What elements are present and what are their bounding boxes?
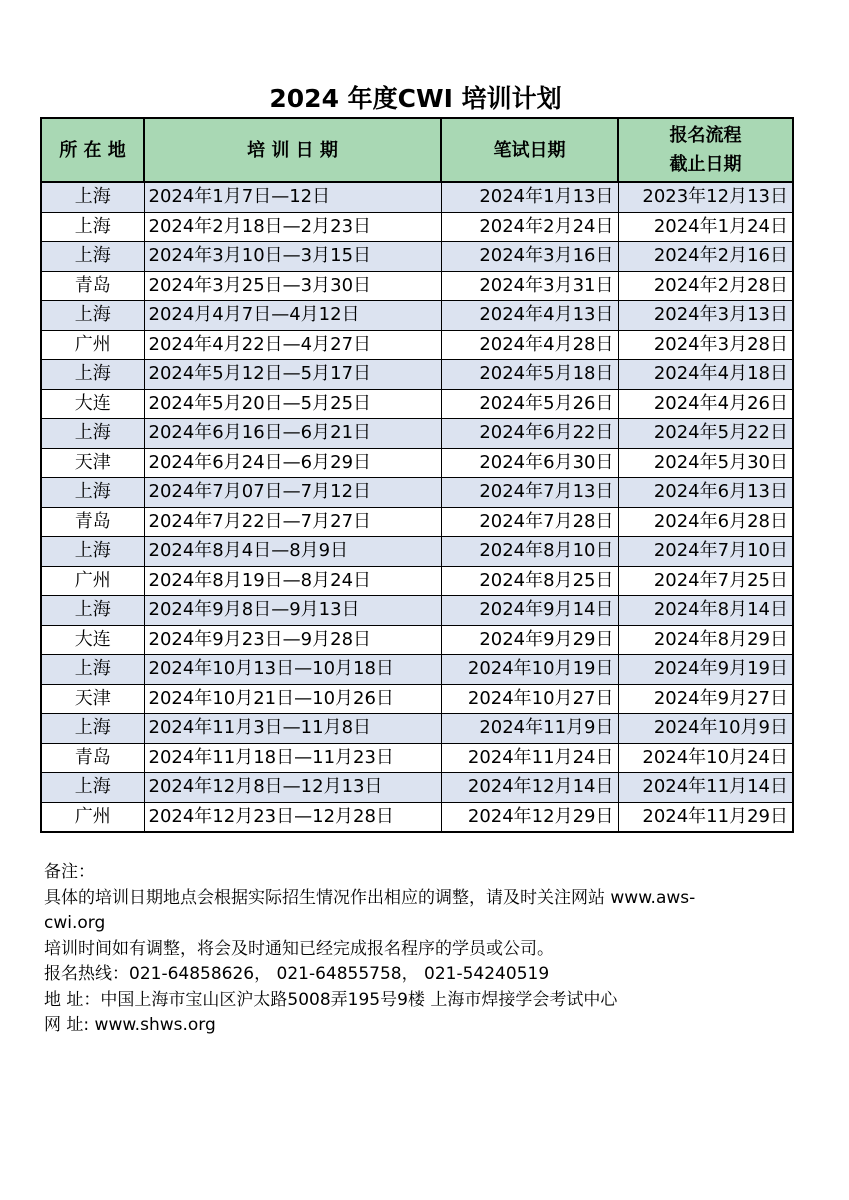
cell-deadline: 2024年7月10日 bbox=[618, 537, 793, 567]
table-row bbox=[41, 271, 793, 301]
cell-exam-date: 2024年11月24日 bbox=[441, 743, 618, 773]
notes-address: 地 址：中国上海市宝山区沪太路5008弄195号9楼 上海市焊接学会考试中心 bbox=[44, 989, 618, 1010]
table-row bbox=[41, 389, 793, 419]
header-exam-date: 笔试日期 bbox=[441, 118, 618, 182]
cell-training-dates: 2024年5月12日—5月17日 bbox=[144, 360, 441, 390]
cell-exam-date: 2024年4月13日 bbox=[441, 301, 618, 331]
cell-training-dates: 2024年10月21日—10月26日 bbox=[144, 684, 441, 714]
cell-deadline: 2024年8月14日 bbox=[618, 596, 793, 626]
header-training-dates: 培 训 日 期 bbox=[144, 118, 441, 182]
cell-training-dates: 2024年9月23日—9月28日 bbox=[144, 625, 441, 655]
cell-location: 上海 bbox=[41, 212, 144, 242]
table-row bbox=[41, 655, 793, 685]
table-row bbox=[41, 330, 793, 360]
cell-location: 上海 bbox=[41, 182, 144, 212]
table-row bbox=[41, 537, 793, 567]
cell-location: 广州 bbox=[41, 802, 144, 832]
cell-deadline: 2024年2月16日 bbox=[618, 242, 793, 272]
cell-exam-date: 2024年6月30日 bbox=[441, 448, 618, 478]
table-row bbox=[41, 419, 793, 449]
cell-location: 青岛 bbox=[41, 507, 144, 537]
cell-deadline: 2023年12月13日 bbox=[618, 182, 793, 212]
cell-location: 广州 bbox=[41, 566, 144, 596]
cell-location: 广州 bbox=[41, 330, 144, 360]
table-row bbox=[41, 507, 793, 537]
cell-training-dates: 2024年6月16日—6月21日 bbox=[144, 419, 441, 449]
cell-training-dates: 2024年11月3日—11月8日 bbox=[144, 714, 441, 744]
cell-location: 青岛 bbox=[41, 271, 144, 301]
cell-location: 上海 bbox=[41, 596, 144, 626]
notes-website: 网 址: www.shws.org bbox=[44, 1015, 216, 1035]
cell-deadline: 2024年9月27日 bbox=[618, 684, 793, 714]
cell-location: 上海 bbox=[41, 419, 144, 449]
cell-training-dates: 2024年12月8日—12月13日 bbox=[144, 773, 441, 803]
table-row bbox=[41, 448, 793, 478]
cell-deadline: 2024年7月25日 bbox=[618, 566, 793, 596]
cell-training-dates: 2024年1月7日—12日 bbox=[144, 182, 441, 212]
cell-deadline: 2024年6月28日 bbox=[618, 507, 793, 537]
cell-exam-date: 2024年8月25日 bbox=[441, 566, 618, 596]
cell-deadline: 2024年5月22日 bbox=[618, 419, 793, 449]
table-row bbox=[41, 773, 793, 803]
table-row bbox=[41, 242, 793, 272]
cell-location: 上海 bbox=[41, 773, 144, 803]
table-row bbox=[41, 478, 793, 508]
cell-location: 上海 bbox=[41, 242, 144, 272]
cell-training-dates: 2024年2月18日—2月23日 bbox=[144, 212, 441, 242]
cell-exam-date: 2024年3月31日 bbox=[441, 271, 618, 301]
table-header-row bbox=[41, 118, 793, 182]
cell-location: 天津 bbox=[41, 684, 144, 714]
table-row bbox=[41, 566, 793, 596]
cell-location: 大连 bbox=[41, 389, 144, 419]
cell-location: 上海 bbox=[41, 301, 144, 331]
cell-exam-date: 2024年1月13日 bbox=[441, 182, 618, 212]
cell-training-dates: 2024年7月22日—7月27日 bbox=[144, 507, 441, 537]
cell-deadline: 2024年2月28日 bbox=[618, 271, 793, 301]
table-row bbox=[41, 743, 793, 773]
notes-notify: 培训时间如有调整，将会及时通知已经完成报名程序的学员或公司。 bbox=[44, 938, 554, 959]
cell-training-dates: 2024年12月23日—12月28日 bbox=[144, 802, 441, 832]
cell-deadline: 2024年5月30日 bbox=[618, 448, 793, 478]
table-row bbox=[41, 182, 793, 212]
table-row bbox=[41, 714, 793, 744]
table-row bbox=[41, 360, 793, 390]
table-row bbox=[41, 212, 793, 242]
cell-deadline: 2024年3月13日 bbox=[618, 301, 793, 331]
cell-location: 上海 bbox=[41, 478, 144, 508]
cell-deadline: 2024年3月28日 bbox=[618, 330, 793, 360]
cell-exam-date: 2024年7月28日 bbox=[441, 507, 618, 537]
header-deadline bbox=[618, 118, 793, 182]
cell-exam-date: 2024年9月14日 bbox=[441, 596, 618, 626]
cell-exam-date: 2024年2月24日 bbox=[441, 212, 618, 242]
cell-location: 上海 bbox=[41, 655, 144, 685]
cell-training-dates: 2024年9月8日—9月13日 bbox=[144, 596, 441, 626]
header-deadline-line1: 报名流程 bbox=[669, 125, 742, 146]
cell-training-dates: 2024月4月7日—4月12日 bbox=[144, 301, 441, 331]
cell-location: 上海 bbox=[41, 714, 144, 744]
cell-deadline: 2024年6月13日 bbox=[618, 478, 793, 508]
notes-heading: 备注： bbox=[44, 862, 95, 882]
training-schedule-table bbox=[40, 117, 794, 833]
cell-exam-date: 2024年3月16日 bbox=[441, 242, 618, 272]
cell-exam-date: 2024年11月9日 bbox=[441, 714, 618, 744]
cell-training-dates: 2024年3月25日—3月30日 bbox=[144, 271, 441, 301]
cell-training-dates: 2024年7月07日—7月12日 bbox=[144, 478, 441, 508]
cell-deadline: 2024年4月26日 bbox=[618, 389, 793, 419]
table-row bbox=[41, 301, 793, 331]
cell-exam-date: 2024年6月22日 bbox=[441, 419, 618, 449]
cell-exam-date: 2024年4月28日 bbox=[441, 330, 618, 360]
notes-adjust-line2: cwi.org bbox=[44, 913, 106, 933]
notes-section bbox=[44, 860, 784, 1039]
cell-deadline: 2024年4月18日 bbox=[618, 360, 793, 390]
cell-deadline: 2024年9月19日 bbox=[618, 655, 793, 685]
cell-training-dates: 2024年5月20日—5月25日 bbox=[144, 389, 441, 419]
cell-exam-date: 2024年10月27日 bbox=[441, 684, 618, 714]
header-location: 所 在 地 bbox=[41, 118, 144, 182]
cell-exam-date: 2024年9月29日 bbox=[441, 625, 618, 655]
table-row bbox=[41, 684, 793, 714]
table-body bbox=[41, 182, 793, 832]
cell-location: 天津 bbox=[41, 448, 144, 478]
table-row bbox=[41, 625, 793, 655]
cell-location: 青岛 bbox=[41, 743, 144, 773]
header-deadline-line2: 截止日期 bbox=[669, 154, 742, 175]
cell-training-dates: 2024年3月10日—3月15日 bbox=[144, 242, 441, 272]
cell-exam-date: 2024年5月18日 bbox=[441, 360, 618, 390]
cell-exam-date: 2024年8月10日 bbox=[441, 537, 618, 567]
cell-deadline: 2024年1月24日 bbox=[618, 212, 793, 242]
notes-adjust-line1: 具体的培训日期地点会根据实际招生情况作出相应的调整，请及时关注网站 www.aws- bbox=[44, 887, 696, 908]
cell-deadline: 2024年11月29日 bbox=[618, 802, 793, 832]
cell-training-dates: 2024年10月13日—10月18日 bbox=[144, 655, 441, 685]
table-row bbox=[41, 802, 793, 832]
notes-hotline: 报名热线：021-64858626， 021-64855758， 021-54240519 bbox=[44, 964, 550, 984]
cell-training-dates: 2024年11月18日—11月23日 bbox=[144, 743, 441, 773]
cell-deadline: 2024年8月29日 bbox=[618, 625, 793, 655]
cell-training-dates: 2024年8月19日—8月24日 bbox=[144, 566, 441, 596]
cell-training-dates: 2024年4月22日—4月27日 bbox=[144, 330, 441, 360]
cell-location: 上海 bbox=[41, 360, 144, 390]
cell-deadline: 2024年10月24日 bbox=[618, 743, 793, 773]
cell-location: 大连 bbox=[41, 625, 144, 655]
cell-deadline: 2024年10月9日 bbox=[618, 714, 793, 744]
cell-location: 上海 bbox=[41, 537, 144, 567]
table-row bbox=[41, 596, 793, 626]
cell-exam-date: 2024年12月14日 bbox=[441, 773, 618, 803]
page-title: 2024 年度CWI 培训计划 bbox=[269, 84, 562, 113]
cell-deadline: 2024年11月14日 bbox=[618, 773, 793, 803]
cell-training-dates: 2024年6月24日—6月29日 bbox=[144, 448, 441, 478]
cell-exam-date: 2024年5月26日 bbox=[441, 389, 618, 419]
cell-exam-date: 2024年7月13日 bbox=[441, 478, 618, 508]
cell-exam-date: 2024年12月29日 bbox=[441, 802, 618, 832]
cell-exam-date: 2024年10月19日 bbox=[441, 655, 618, 685]
cell-training-dates: 2024年8月4日—8月9日 bbox=[144, 537, 441, 567]
